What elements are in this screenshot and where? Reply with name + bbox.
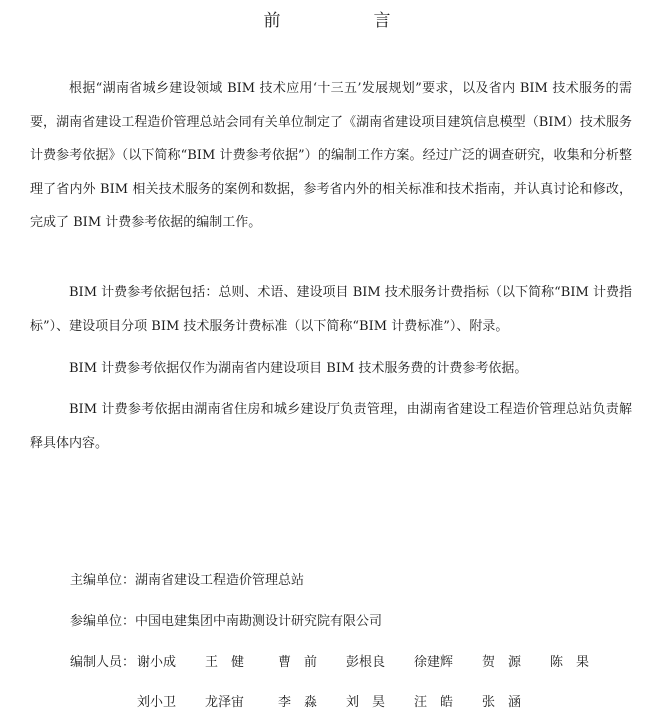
staff-label: 编制人员： [70, 655, 136, 670]
staff-name: 李 淼 [278, 695, 318, 710]
staff-name: 曹 前 [278, 655, 318, 670]
staff-name: 陈 果 [550, 655, 590, 670]
staff-row [70, 651, 135, 670]
foreword-paragraph: BIM 计费参考依据仅作为湖南省内建设项目 BIM 技术服务费的计费参考依据。 [69, 361, 528, 376]
staff-name: 刘小卫 [137, 695, 177, 710]
foreword-paragraph: 根据“湖南省城乡建设领域 BIM 技术应用‘十三五’发展规划”要求，以及省内 BIM 技术服务的需要，湖南省建设工程造价管理总站会同有关单位制定了《湖南省建设项目建筑信息模型（BIM）技术服务计费参考依据》（以下简称“BIM 计费参考依据”）的编制工作方案。经过广泛的调查研究，收集和分析整理了省内外 BIM 相关技术服务的案例和数据，参考省内外的相关标准和技术指南，并认真讨论和修改，完成了 BIM 计费参考依据的编制工作。 [30, 81, 632, 230]
foreword-paragraph: BIM 计费参考依据由湖南省住房和城乡建设厅负责管理，由湖南省建设工程造价管理总站负责解释具体内容。 [30, 402, 632, 451]
page-title: 前 言 [263, 11, 429, 31]
staff-name: 王 健 [205, 655, 245, 670]
editor-unit: 主编单位：湖南省建设工程造价管理总站 [70, 573, 305, 588]
staff-name: 刘 昊 [346, 695, 386, 710]
staff-name: 张 涵 [482, 695, 522, 710]
staff-name: 贺 源 [482, 655, 522, 670]
foreword-paragraph: BIM 计费参考依据包括：总则、术语、建设项目 BIM 技术服务计费指标（以下简称“BIM 计费指标”）、建设项目分项 BIM 技术服务计费标准（以下简称“BIM 计费标准”）、附录。 [30, 285, 632, 334]
staff-name: 彭根良 [346, 655, 386, 670]
staff-name: 龙泽宙 [205, 695, 245, 710]
staff-name: 谢小成 [137, 655, 177, 670]
co-editor-unit: 参编单位：中国电建集团中南勘测设计研究院有限公司 [70, 614, 383, 629]
staff-name: 汪 皓 [414, 695, 454, 710]
staff-name: 徐建辉 [414, 655, 454, 670]
